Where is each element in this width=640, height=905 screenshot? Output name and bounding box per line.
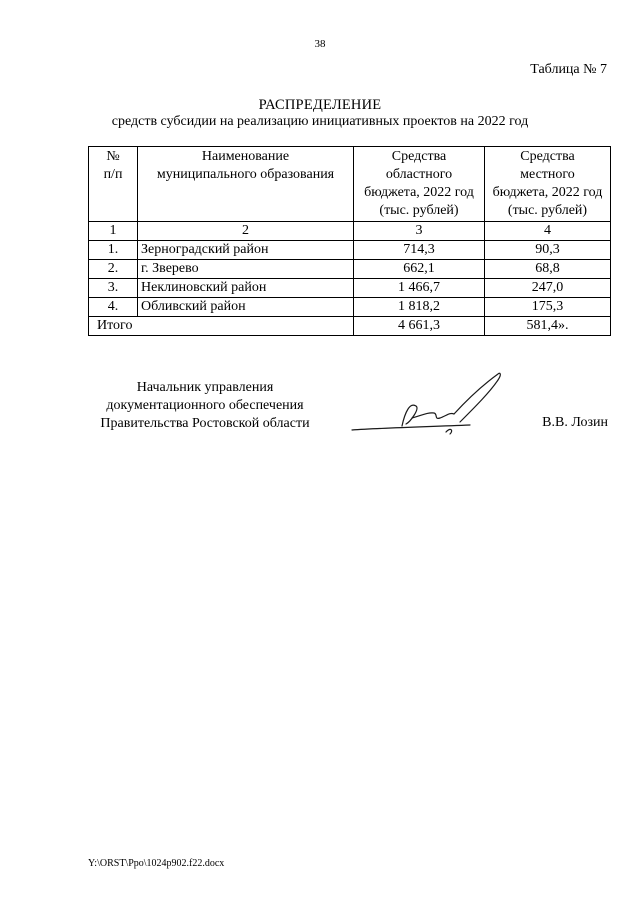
signatory-position	[90, 379, 320, 433]
header-local-budget: Средства местного бюджета, 2022 год (тыс. рублей)	[485, 147, 611, 222]
regional-budget-value: 714,3	[354, 241, 485, 260]
signatory-name: В.В. Лозин	[542, 415, 608, 430]
table-row	[89, 279, 611, 298]
table-row	[89, 260, 611, 279]
table-label: Таблица № 7	[530, 62, 607, 77]
column-number: 3	[354, 222, 485, 241]
total-row	[89, 317, 611, 336]
regional-budget-value: 1 818,2	[354, 298, 485, 317]
total-label: Итого	[89, 317, 354, 336]
column-numbers-row	[89, 222, 611, 241]
municipality-name: г. Зверево	[138, 260, 354, 279]
table-row	[89, 298, 611, 317]
distribution-table	[88, 146, 611, 336]
local-budget-value: 68,8	[485, 260, 611, 279]
regional-budget-value: 1 466,7	[354, 279, 485, 298]
document-subtitle: средств субсидии на реализацию инициативных проектов на 2022 год	[111, 114, 529, 129]
header-municipality: Наименование муниципального образования	[138, 147, 354, 222]
local-budget-value: 175,3	[485, 298, 611, 317]
column-number: 1	[89, 222, 138, 241]
handwritten-signature	[350, 372, 510, 442]
position-line: документационного обеспечения	[106, 398, 304, 413]
row-number: 1.	[89, 241, 138, 260]
local-budget-value: 90,3	[485, 241, 611, 260]
municipality-name: Зерноградский район	[138, 241, 354, 260]
position-line: Правительства Ростовской области	[100, 416, 310, 431]
page-number: 38	[314, 38, 326, 50]
column-number: 2	[138, 222, 354, 241]
row-number: 3.	[89, 279, 138, 298]
regional-budget-value: 662,1	[354, 260, 485, 279]
header-regional-budget: Средства областного бюджета, 2022 год (тыс. рублей)	[354, 147, 485, 222]
position-line: Начальник управления	[136, 380, 274, 395]
municipality-name: Неклиновский район	[138, 279, 354, 298]
row-number: 2.	[89, 260, 138, 279]
local-budget-value: 247,0	[485, 279, 611, 298]
total-local-value: 581,4».	[485, 317, 611, 336]
table-row	[89, 241, 611, 260]
table-header-row	[89, 147, 611, 222]
row-number: 4.	[89, 298, 138, 317]
document-title: РАСПРЕДЕЛЕНИЕ	[258, 97, 382, 113]
column-number: 4	[485, 222, 611, 241]
file-path: Y:\ORST\Ppo\1024p902.f22.docx	[88, 858, 225, 869]
total-regional-value: 4 661,3	[354, 317, 485, 336]
municipality-name: Обливский район	[138, 298, 354, 317]
header-number: № п/п	[89, 147, 138, 222]
